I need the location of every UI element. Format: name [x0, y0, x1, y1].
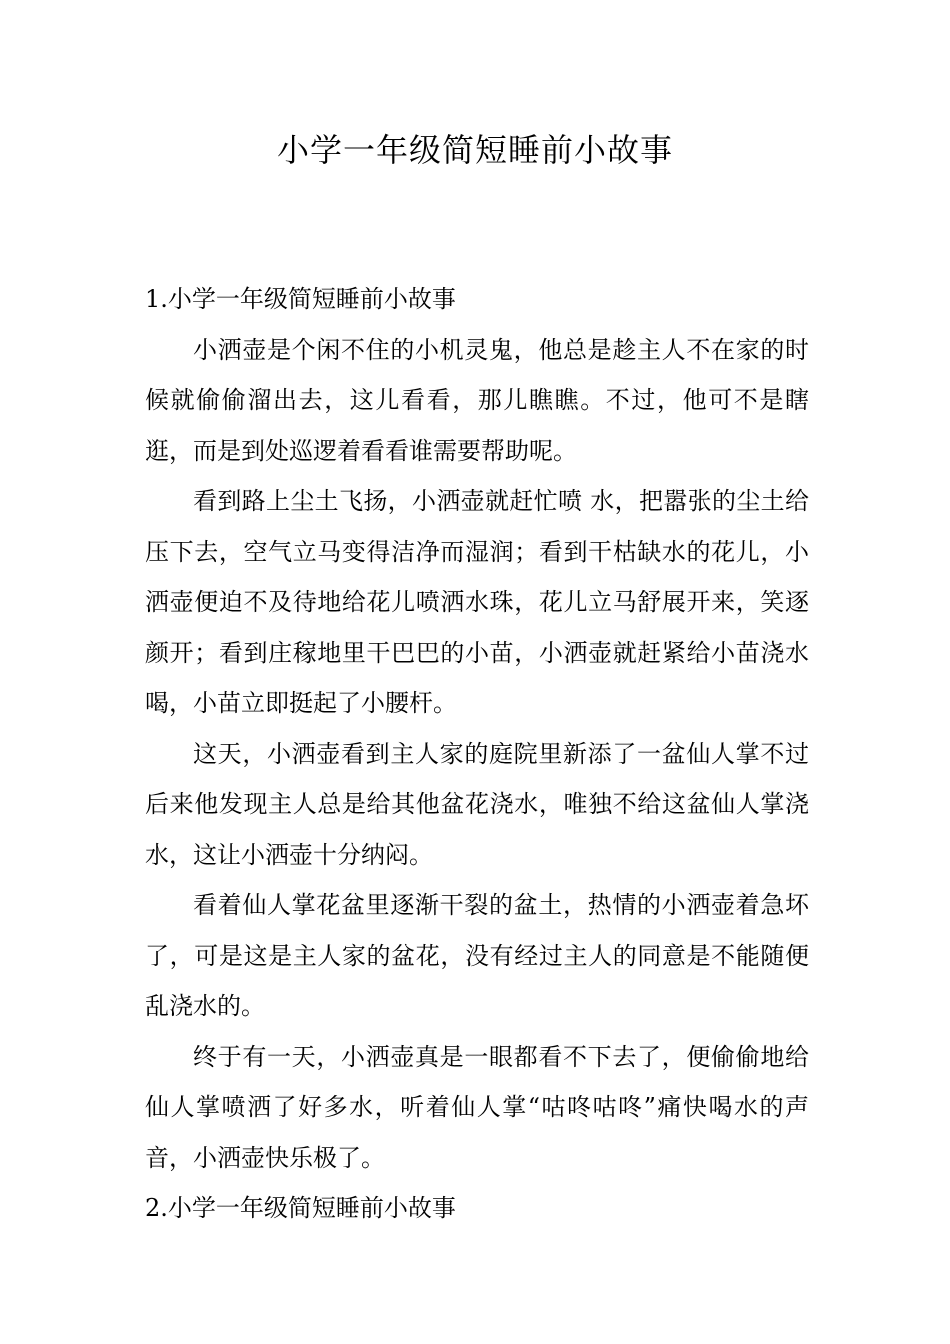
paragraph-3: 这天，小洒壶看到主人家的庭院里新添了一盆仙人掌不过后来他发现主人总是给其他盆花浇水，唯独不给这盆仙人掌浇水，这让小洒壶十分纳闷。 — [145, 739, 809, 869]
document-body — [145, 274, 809, 1234]
document-title: 小学一年级简短睡前小故事 — [276, 131, 673, 169]
section-heading-2: 2.小学一年级简短睡前小故事 — [145, 1194, 456, 1222]
paragraph-5: 终于有一天，小洒壶真是一眼都看不下去了，便偷偷地给仙人掌喷洒了好多水，听着仙人掌“咕咚咕咚”痛快喝水的声音，小洒壶快乐极了。 — [145, 1042, 809, 1172]
paragraph-2: 看到路上尘土飞扬，小洒壶就赶忙喷 水，把嚣张的尘土给压下去，空气立马变得洁净而湿润；看到干枯缺水的花儿，小洒壶便迫不及待地给花儿喷洒水珠，花儿立马舒展开来，笑逐颜开；看到庄稼地里干巴巴的小苗，小洒壶就赶紧给小苗浇水喝，小苗立即挺起了小腰杆。 — [145, 487, 809, 717]
section-heading-1: 1.小学一年级简短睡前小故事 — [145, 285, 456, 313]
paragraph-1: 小洒壶是个闲不住的小机灵鬼，他总是趁主人不在家的时候就偷偷溜出去，这儿看看，那儿瞧瞧。不过，他可不是瞎逛，而是到处巡逻着看看谁需要帮助呢。 — [145, 335, 809, 465]
paragraph-4: 看着仙人掌花盆里逐渐干裂的盆土，热情的小洒壶着急坏了，可是这是主人家的盆花，没有经过主人的同意是不能随便乱浇水的。 — [145, 891, 809, 1020]
